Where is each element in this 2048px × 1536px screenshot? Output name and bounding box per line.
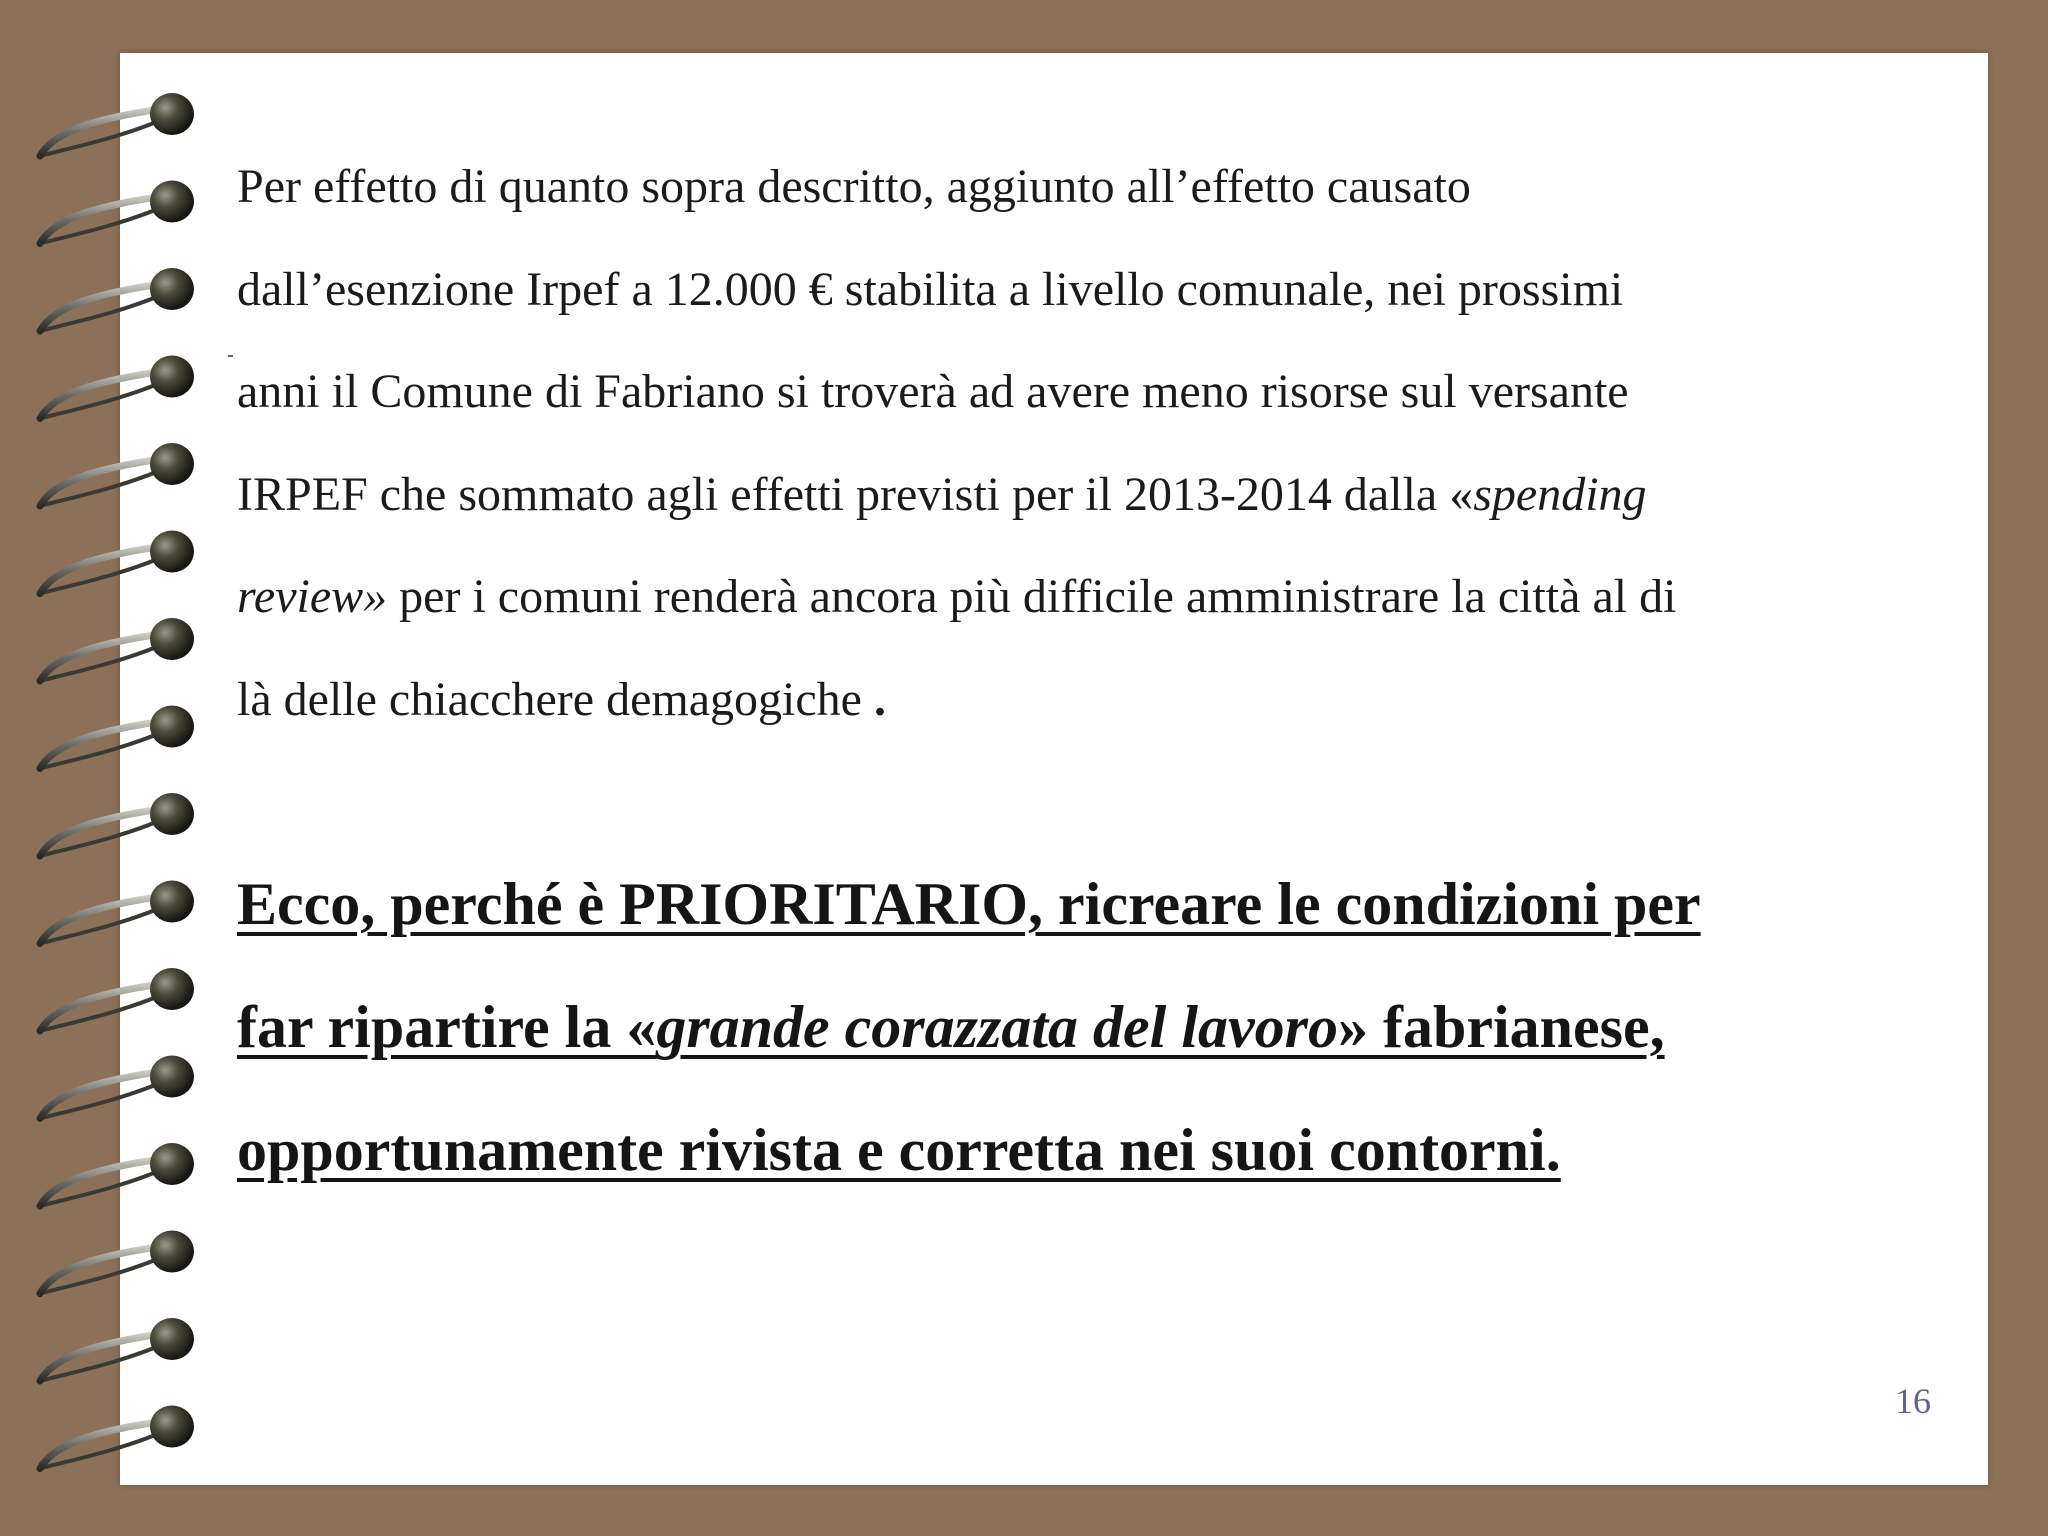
ring-wire (40, 108, 168, 156)
ring-hole (150, 881, 194, 923)
emphasis-text-segment: Ecco, perché è PRIORITARIO, ricreare le condizioni per (237, 871, 1701, 937)
ring-hole (150, 1056, 194, 1098)
body-line (237, 444, 1957, 547)
emphasis-text-part: » fabrianese, (1337, 994, 1665, 1060)
binding-ring (40, 1056, 194, 1119)
ring-wire (40, 721, 168, 769)
binding-ring (40, 181, 194, 244)
italic-term: spending (1473, 467, 1647, 521)
ring-wire (40, 1333, 168, 1381)
ring-hole (150, 531, 194, 573)
ring-wire (40, 633, 168, 681)
italic-phrase: grande corazzata del lavoro (656, 994, 1338, 1060)
emphasis-line (237, 966, 1977, 1089)
binding-ring (40, 618, 194, 681)
emphasis-text-part: far ripartire la « (237, 994, 657, 1060)
ring-wire (40, 283, 168, 331)
ring-hole (150, 706, 194, 748)
binding-ring (40, 1231, 194, 1294)
binding-ring (40, 531, 194, 594)
emphasis-statement (237, 843, 1977, 1212)
emphasis-text-segment (237, 994, 1665, 1060)
binding-ring (40, 268, 194, 331)
body-line: Per effetto di quanto sopra descritto, aggiunto all’effetto causato (237, 160, 1471, 213)
ring-hole (150, 356, 194, 398)
ring-wire (40, 371, 168, 419)
body-paragraph (237, 136, 1957, 751)
emphasis-line (237, 1089, 1977, 1212)
body-line (237, 546, 1957, 649)
italic-term: review» (237, 570, 388, 623)
binding-ring (40, 93, 194, 156)
body-text-segment: IRPEF che sommato agli effetti previsti per il 2013-2014 dalla « (237, 467, 1474, 521)
binding-ring (40, 443, 194, 506)
ring-hole (150, 618, 194, 660)
ring-wire (40, 896, 168, 944)
ring-hole (150, 443, 194, 485)
body-line: dall’esenzione Irpef a 12.000 € stabilita a livello comunale, nei prossimi (237, 262, 1624, 316)
emphasis-text-segment: opportunamente rivista e corretta nei suoi contorni. (237, 1117, 1561, 1183)
emphasis-line (237, 843, 1977, 966)
body-text-segment: per i comuni renderà ancora più difficile amministrare la città al di (387, 570, 1677, 623)
ring-hole (150, 181, 194, 223)
body-line: anni il Comune di Fabriano si troverà ad avere meno risorse sul versante (237, 365, 1629, 418)
ring-hole (150, 93, 194, 135)
binding-ring (40, 356, 194, 419)
stray-mark (228, 355, 233, 357)
spiral-binding (0, 0, 220, 1536)
ring-hole (150, 793, 194, 835)
binding-ring (40, 706, 194, 769)
body-text-segment: là delle chiacchere demagogiche (237, 672, 874, 726)
ring-hole (150, 268, 194, 310)
binding-ring (40, 1143, 194, 1206)
ring-wire (40, 196, 168, 244)
ring-wire (40, 1158, 168, 1206)
ring-wire (40, 983, 168, 1031)
ring-wire (40, 1246, 168, 1294)
ring-wire (40, 808, 168, 856)
binding-ring (40, 881, 194, 944)
final-period: . (873, 672, 886, 726)
ring-hole (150, 968, 194, 1010)
ring-wire (40, 546, 168, 594)
binding-ring (40, 1318, 194, 1381)
binding-ring (40, 793, 194, 856)
ring-hole (150, 1231, 194, 1273)
ring-wire (40, 1071, 168, 1119)
ring-hole (150, 1143, 194, 1185)
ring-hole (150, 1406, 194, 1448)
ring-hole (150, 1318, 194, 1360)
ring-wire (40, 458, 168, 506)
binding-ring (40, 1406, 194, 1469)
binding-ring (40, 968, 194, 1031)
body-line (237, 649, 1957, 752)
page-number: 16 (1895, 1381, 1931, 1421)
ring-wire (40, 1421, 168, 1469)
